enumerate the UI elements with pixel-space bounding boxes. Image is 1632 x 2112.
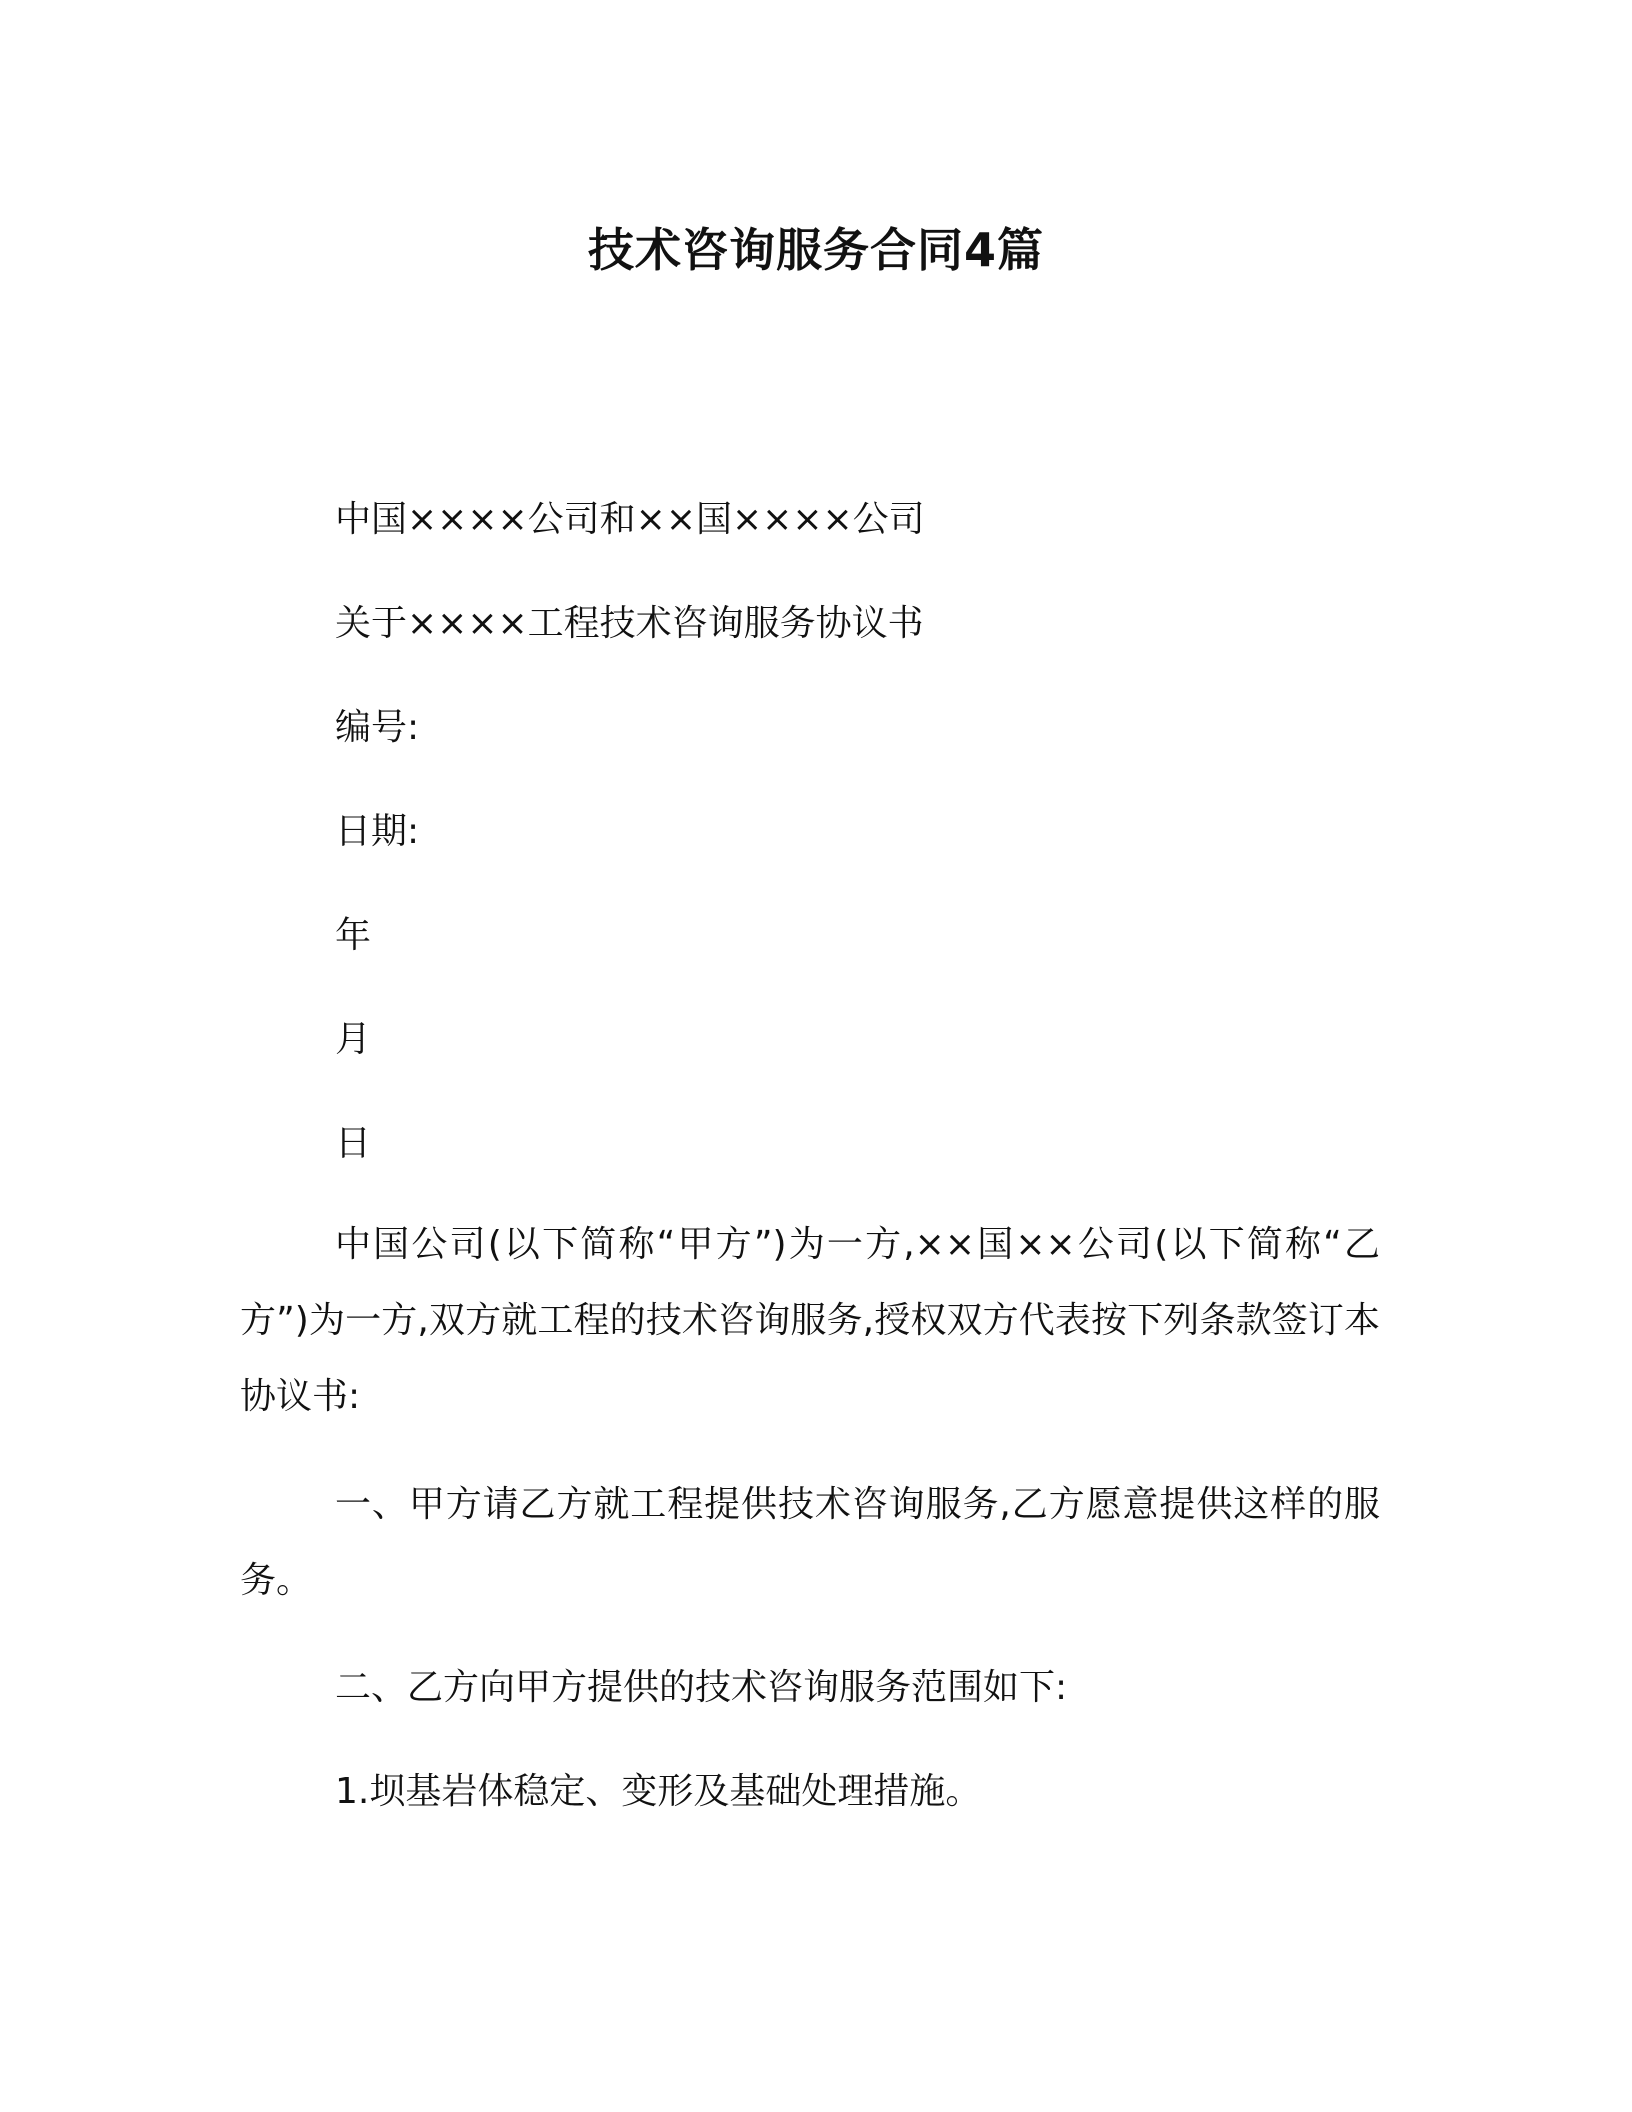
year-label: 年	[335, 915, 372, 956]
scope-item-1: 1.坝基岩体稳定、变形及基础处理措施。	[335, 1771, 982, 1812]
month-label: 月	[335, 1019, 372, 1060]
party-names-line: 中国××××公司和××国××××公司	[335, 499, 925, 540]
document-title: 技术咨询服务合同4篇	[587, 223, 1044, 277]
clause-two-paragraph: 二、乙方向甲方提供的技术咨询服务范围如下:	[335, 1667, 1068, 1708]
preamble-paragraph: 中国公司(以下简称“甲方”)为一方,××国××公司(以下简称“乙方”)为一方,双方就工程的技术咨询服务,授权双方代表按下列条款签订本协议书:	[240, 1224, 1380, 1417]
day-label: 日	[335, 1123, 372, 1164]
date-label: 日期:	[335, 811, 420, 852]
number-label: 编号:	[335, 707, 420, 748]
clause-one-paragraph: 一、甲方请乙方就工程提供技术咨询服务,乙方愿意提供这样的服务。	[240, 1484, 1380, 1601]
agreement-subject-line: 关于××××工程技术咨询服务协议书	[335, 603, 924, 644]
